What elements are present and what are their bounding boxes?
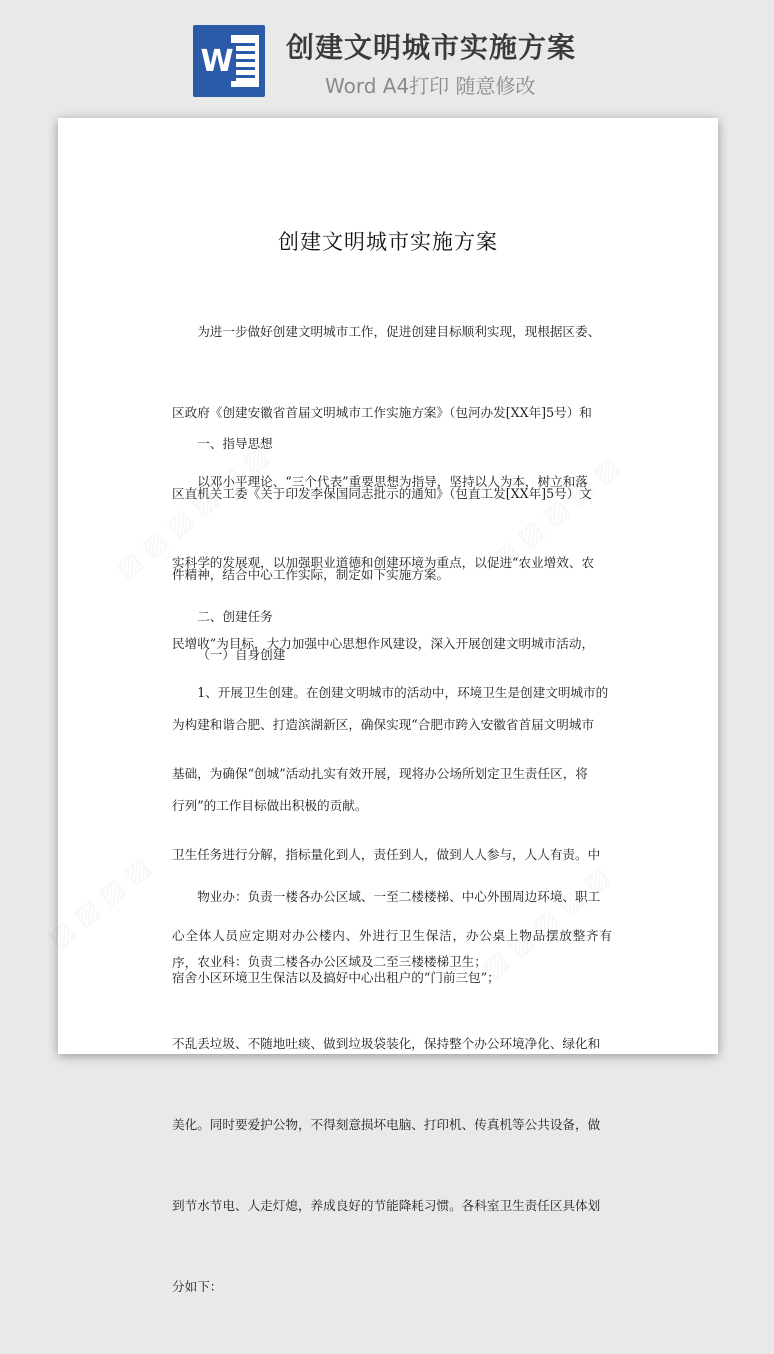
text-line: 实科学的发展观，以加强职业道德和创建环境为重点，以促进“农业增效、农 xyxy=(172,555,595,570)
text-line: 二、创建任务 xyxy=(197,609,273,624)
text-line: 为进一步做好创建文明城市工作，促进创建目标顺利实现，现根据区委、 xyxy=(197,324,601,339)
watermark-graphic xyxy=(43,852,157,954)
header-title: 创建文明城市实施方案 xyxy=(286,31,577,64)
text-line: 基础，为确保“创城”活动扎实有效开展，现将办公场所划定卫生责任区，将 xyxy=(172,766,588,781)
text-line: 1、开展卫生创建。在创建文明城市的活动中，环境卫生是创建文明城市的 xyxy=(197,685,609,700)
text-line: 物业办：负责一楼各办公区域、一至二楼楼梯、中心外围周边环境、职工 xyxy=(197,889,601,904)
text-line: 行列”的工作目标做出积极的贡献。 xyxy=(172,798,368,813)
text-line: 美化。同时要爱护公物，不得刻意损坏电脑、打印机、传真机等公共设备，做 xyxy=(172,1117,601,1132)
page-header xyxy=(0,0,774,118)
text-line: 一、指导思想 xyxy=(197,436,273,451)
header-subtitle: Word A4打印 随意修改 xyxy=(325,74,536,98)
text-line: （一）自身创建 xyxy=(197,647,286,662)
text-line: 卫生任务进行分解，指标量化到人，责任到人，做到人人参与，人人有责。中 xyxy=(172,847,601,862)
text-line: 分如下： xyxy=(172,1279,223,1294)
text-line: 宿舍小区环境卫生保洁以及搞好中心出租户的“门前三包”； xyxy=(172,970,500,985)
document-title: 创建文明城市实施方案 xyxy=(278,230,498,254)
text-line: 农业科：负责二楼各办公区域及二至三楼楼梯卫生； xyxy=(197,954,487,969)
text-line: 件精神，结合中心工作实际，制定如下实施方案。 xyxy=(172,567,450,582)
word-logo-letter: W xyxy=(198,43,236,81)
text-line: 为构建和谐合肥、打造滨湖新区，确保实现“合肥市跨入安徽省首届文明城市 xyxy=(172,717,595,732)
word-icon xyxy=(193,25,265,97)
text-line: 区政府《创建安徽省首届文明城市工作实施方案》（包河办发[XX年]5号）和 xyxy=(172,405,592,420)
paragraph-agriculture-section xyxy=(172,894,612,1029)
text-line: 民增收”为目标，大力加强中心思想作风建设，深入开展创建文明城市活动， xyxy=(172,636,595,651)
text-line: 心全体人员应定期对办公楼内、外进行卫生保洁，办公桌上物品摆放整齐有序， xyxy=(172,928,612,970)
text-line: 以邓小平理论、“三个代表”重要思想为指导，坚持以人为本，树立和落 xyxy=(197,474,588,489)
text-line: 不乱丢垃圾、不随地吐痰、做到垃圾袋装化，保持整个办公环境净化、绿化和 xyxy=(172,1036,601,1051)
document-page xyxy=(58,118,718,1294)
text-line: 到节水节电、人走灯熄，养成良好的节能降耗习惯。各科室卫生责任区具体划 xyxy=(172,1198,601,1213)
text-line: 区直机关工委《关于印发李保国同志批示的通知》（包直工发[XX年]5号）文 xyxy=(172,486,592,501)
